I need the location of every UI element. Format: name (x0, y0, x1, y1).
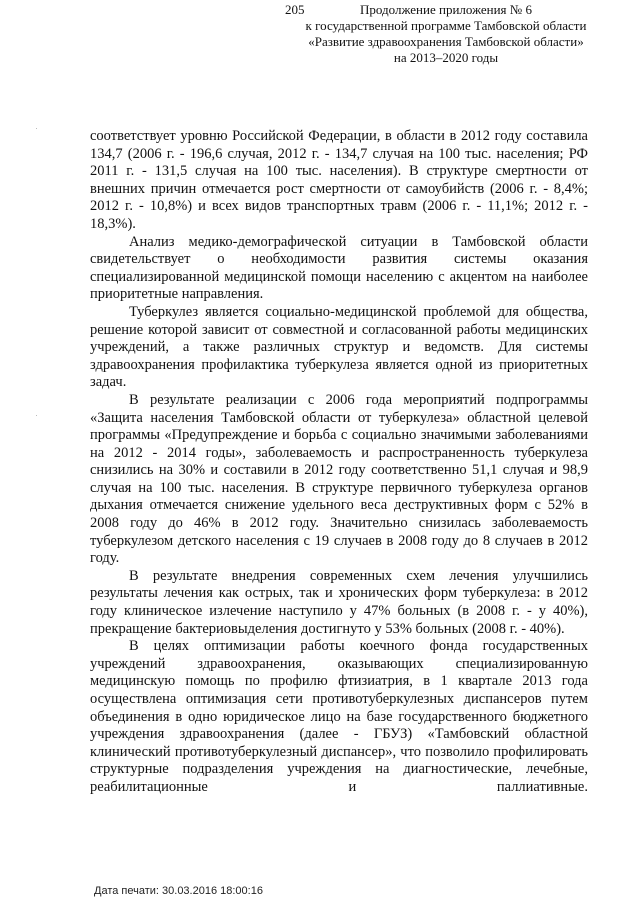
paragraph: Туберкулез является социально-медицинской проблемой для общества, решение которой зависит от совместной и согласованной работы медицинских учреждений, а также различных структур и ведомств. Для системы здравоохранения профилактика туберкулеза является одной из приоритетных задач. (90, 303, 588, 391)
paragraph: В результате реализации с 2006 года мероприятий подпрограммы «Защита населения Тамбовской области от туберкулеза» областной целевой программы «Предупреждение и борьба с социально значимыми заболеваниями на 2012 - 2014 годы», заболеваемость и распространенность туберкулеза снизились на 30% и составили в 2012 году соответственно 51,1 случая и 98,9 случая на 100 тыс. населения. В структуре первичного туберкулеза органов дыхания отмечается снижение удельного веса деструктивных форм с 52% в 2008 году до 46% в 2012 году. Значительно снизилась заболеваемость туберкулезом детского населения с 19 случаев в 2008 году до 8 случаев в 2012 году. (90, 391, 588, 567)
scan-mark (36, 128, 37, 129)
paragraph: В результате внедрения современных схем лечения улучшились результаты лечения как острых, так и хронических форм туберкулеза: в 2012 году клиническое излечение наступило у 47% больных (в 2008 г. - у 40%), прекращение бактериовыделения достигнуто у 53% больных (2008 г. - 40%). (90, 567, 588, 637)
paragraph: В целях оптимизации работы коечного фонда государственных учреждений здравоохранения, оказывающих специализированную медицинскую помощь по профилю фтизиатрия, в 1 квартале 2013 года осуществлена оптимизация сети противотуберкулезных диспансеров путем объединения в одно юридическое лицо на базе государственного бюджетного учреждения здравоохранения (далее - ГБУЗ) «Тамбовский областной клинический противотуберкулезный диспансер», что позволило профилировать структурные подразделения учреждения на диагностические, лечебные, реабилитационные и паллиативные. (90, 638, 588, 795)
header-line: на 2013–2020 годы (393, 50, 499, 65)
header-line: Продолжение приложения № 6 (360, 2, 532, 17)
print-date: Дата печати: 30.03.2016 18:00:16 (94, 885, 263, 897)
appendix-header (296, 2, 596, 66)
paragraph: соответствует уровню Российской Федерации, в области в 2012 году составила 134,7 (2006 г. - 196,6 случая, 2012 г. - 134,7 случая на 100 тыс. населения; РФ 2011 г. - 131,5 случая на 100 тыс. населения). В структуре смертности от внешних причин отмечается рост смертности от самоубийств (2006 г. - 8,4%; 2012 г. - 10,8%) и всех видов транспортных травм (2006 г. - 11,1%; 2012 г. - 18,3%). (90, 128, 588, 232)
scan-mark (36, 415, 37, 416)
document-body (90, 128, 588, 797)
paragraph: Анализ медико-демографической ситуации в Тамбовской области свидетельствует о необходимости развития системы оказания специализированной медицинской помощи населению с акцентом на наиболее приоритетные направления. (90, 233, 588, 303)
header-line: «Развитие здравоохранения Тамбовской области» (308, 34, 584, 49)
header-line: к государственной программе Тамбовской области (305, 18, 587, 33)
page-number: 205 (285, 2, 305, 17)
